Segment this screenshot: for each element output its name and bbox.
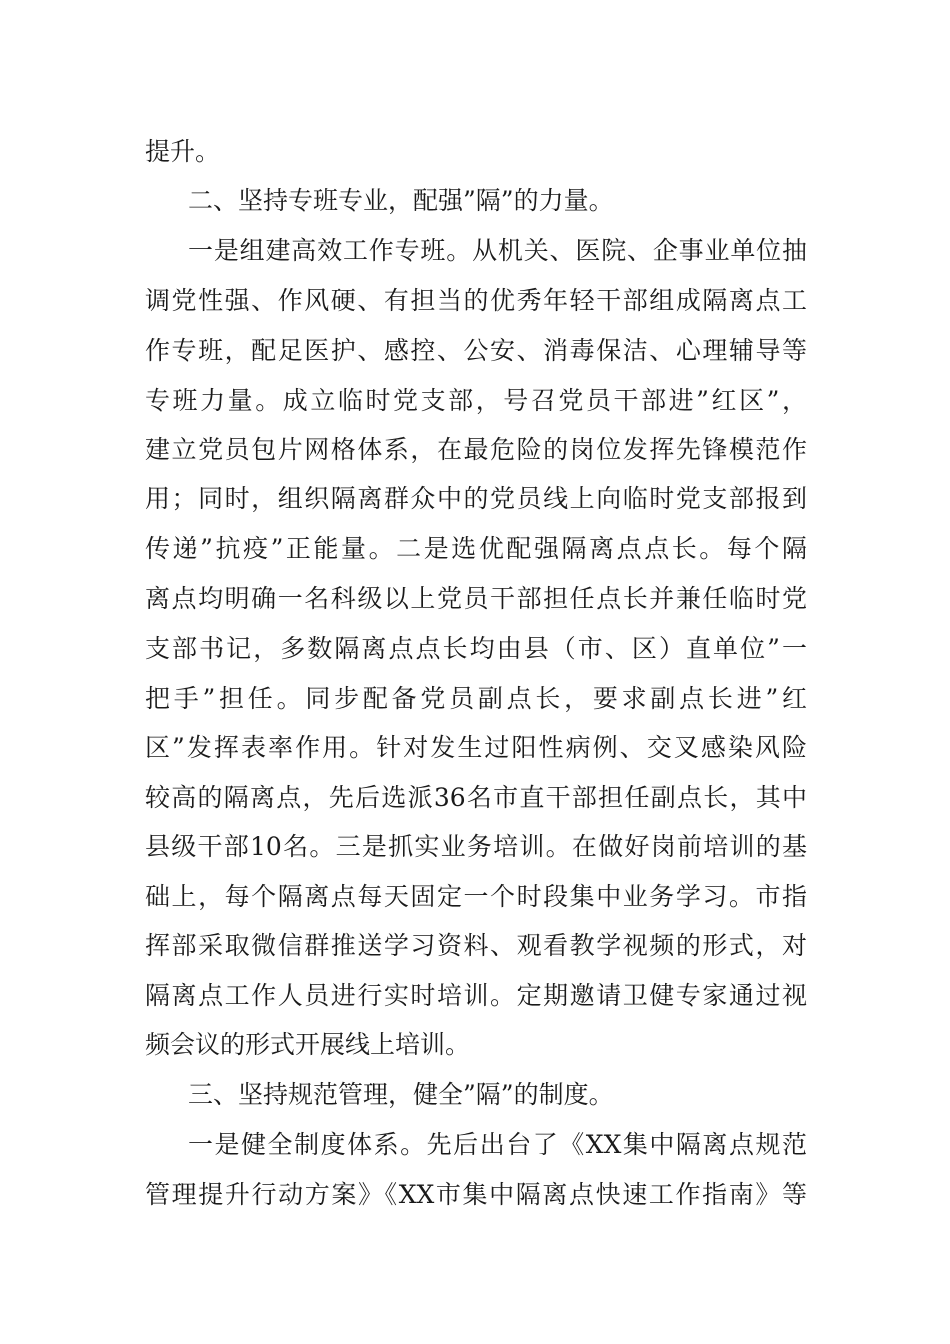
text-line: 管理提升行动方案》《XX市集中隔离点快速工作指南》等: [145, 1180, 807, 1209]
text-line: 提升。: [145, 137, 221, 166]
text-line: 础上，每个隔离点每天固定一个时段集中业务学习。市指: [145, 882, 807, 911]
text-line: 一是组建高效工作专班。从机关、医院、企事业单位抽: [188, 236, 807, 265]
text-line: 作专班，配足医护、感控、公安、消毒保洁、心理辅导等: [145, 336, 807, 365]
text-line: 区”发挥表率作用。针对发生过阳性病例、交叉感染风险: [145, 733, 807, 762]
text-line: 调党性强、作风硬、有担当的优秀年轻干部组成隔离点工: [145, 286, 807, 315]
text-line: 支部书记，多数隔离点点长均由县（市、区）直单位”一: [145, 634, 807, 663]
text-line: 建立党员包片网格体系，在最危险的岗位发挥先锋模范作: [145, 435, 807, 464]
section-heading: 三、坚持规范管理，健全”隔”的制度。: [188, 1080, 614, 1109]
text-line: 县级干部10名。三是抓实业务培训。在做好岗前培训的基: [145, 832, 807, 861]
text-line: 隔离点工作人员进行实时培训。定期邀请卫健专家通过视: [145, 981, 807, 1010]
text-line: 把手”担任。同步配备党员副点长，要求副点长进”红: [145, 684, 807, 713]
text-line: 频会议的形式开展线上培训。: [145, 1030, 471, 1059]
text-line: 离点均明确一名科级以上党员干部担任点长并兼任临时党: [145, 584, 807, 613]
text-line: 挥部采取微信群推送学习资料、观看教学视频的形式，对: [145, 931, 807, 960]
section-heading: 二、坚持专班专业，配强”隔”的力量。: [188, 186, 614, 215]
text-line: 传递”抗疫”正能量。二是选优配强隔离点点长。每个隔: [145, 534, 807, 563]
text-line: 较高的隔离点，先后选派36名市直干部担任副点长，其中: [145, 783, 807, 812]
text-line: 用；同时，组织隔离群众中的党员线上向临时党支部报到: [145, 484, 807, 513]
text-line: 一是健全制度体系。先后出台了《XX集中隔离点规范: [188, 1130, 807, 1159]
text-line: 专班力量。成立临时党支部，号召党员干部进”红区”，: [145, 386, 807, 415]
